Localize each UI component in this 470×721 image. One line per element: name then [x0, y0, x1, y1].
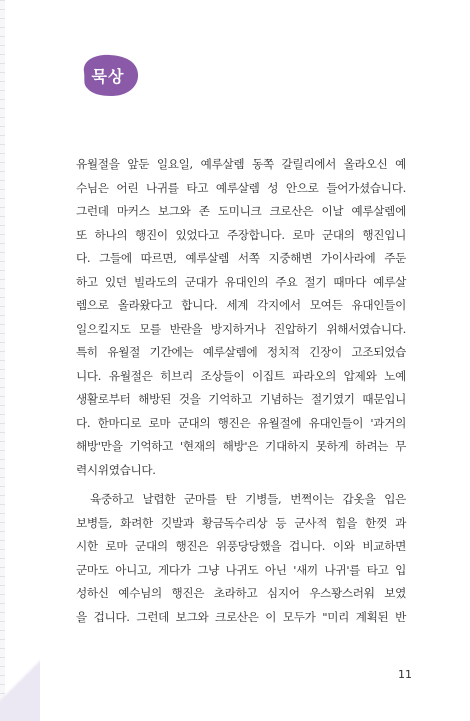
text-line: 유월절을 앞둔 일요일, 예루살렘 동쪽 갈릴리에서 올라오신 예	[76, 157, 406, 171]
paragraph	[76, 488, 406, 629]
article-body	[76, 153, 406, 629]
text-line: 또 하나의 행진이 있었다고 주장합니다. 로마 군대의 행진입니	[76, 227, 406, 242]
text-line: 니다. 유월절은 히브리 조상들이 이집트 파라오의 압제와 노예	[76, 368, 406, 383]
text-line: 그런데 마커스 보그와 존 도미니크 크로산은 이날 예루살렘에	[76, 204, 406, 218]
binding-edge	[0, 0, 5, 721]
text-line: 렘으로 올라왔다고 합니다. 세계 각지에서 모여든 유대인들이	[76, 298, 406, 312]
page-number: 11	[398, 668, 412, 681]
text-line: 육중하고 날렵한 군마를 탄 기병들, 번쩍이는 갑옷을 입은	[90, 492, 406, 506]
text-line: 을 겁니다. 그런데 보그와 크로산은 이 모두가 "미리 계획된 반	[76, 609, 406, 624]
text-line: 하고 있던 빌라도의 군대가 유대인의 주요 절기 때마다 예루살	[76, 274, 406, 289]
text-line: 특히 유월절 기간에는 예루살렘에 정치적 긴장이 고조되었습	[76, 345, 406, 359]
text-line: 성하신 예수님의 행진은 초라하고 심지어 우스꽝스러워 보였	[76, 586, 406, 600]
section-badge	[76, 52, 140, 98]
text-line: 력시위였습니다.	[76, 462, 156, 477]
text-line: 시한 로마 군대의 행진은 위풍당당했을 겁니다. 이와 비교하면	[76, 539, 406, 553]
text-line: 다. 그들에 따르면, 예루살렘 서쪽 지중해변 가이사라에 주둔	[76, 251, 406, 265]
page-corner-decoration	[0, 640, 40, 721]
text-line: 일으킬지도 모를 반란을 방지하거나 진압하기 위해서였습니다.	[76, 321, 406, 336]
paragraph	[76, 153, 406, 482]
text-line: 생활로부터 해방된 것을 기억하고 기념하는 절기였기 때문입니	[76, 392, 406, 406]
section-label: 묵상	[91, 67, 125, 86]
text-line: 군마도 아니고, 게다가 그냥 나귀도 아닌 '새끼 나귀'를 타고 입	[76, 562, 406, 577]
text-line: 보병들, 화려한 깃발과 황금독수리상 등 군사적 힘을 한껏 과	[76, 515, 406, 530]
text-line: 해방'만을 기억하고 '현재의 해방'은 기대하지 못하게 하려는 무	[76, 439, 406, 453]
text-line: 수님은 어린 나귀를 타고 예루살렘 성 안으로 들어가셨습니다.	[76, 180, 406, 195]
text-line: 다. 한마디로 로마 군대의 행진은 유월절에 유대인들이 '과거의	[76, 415, 406, 430]
